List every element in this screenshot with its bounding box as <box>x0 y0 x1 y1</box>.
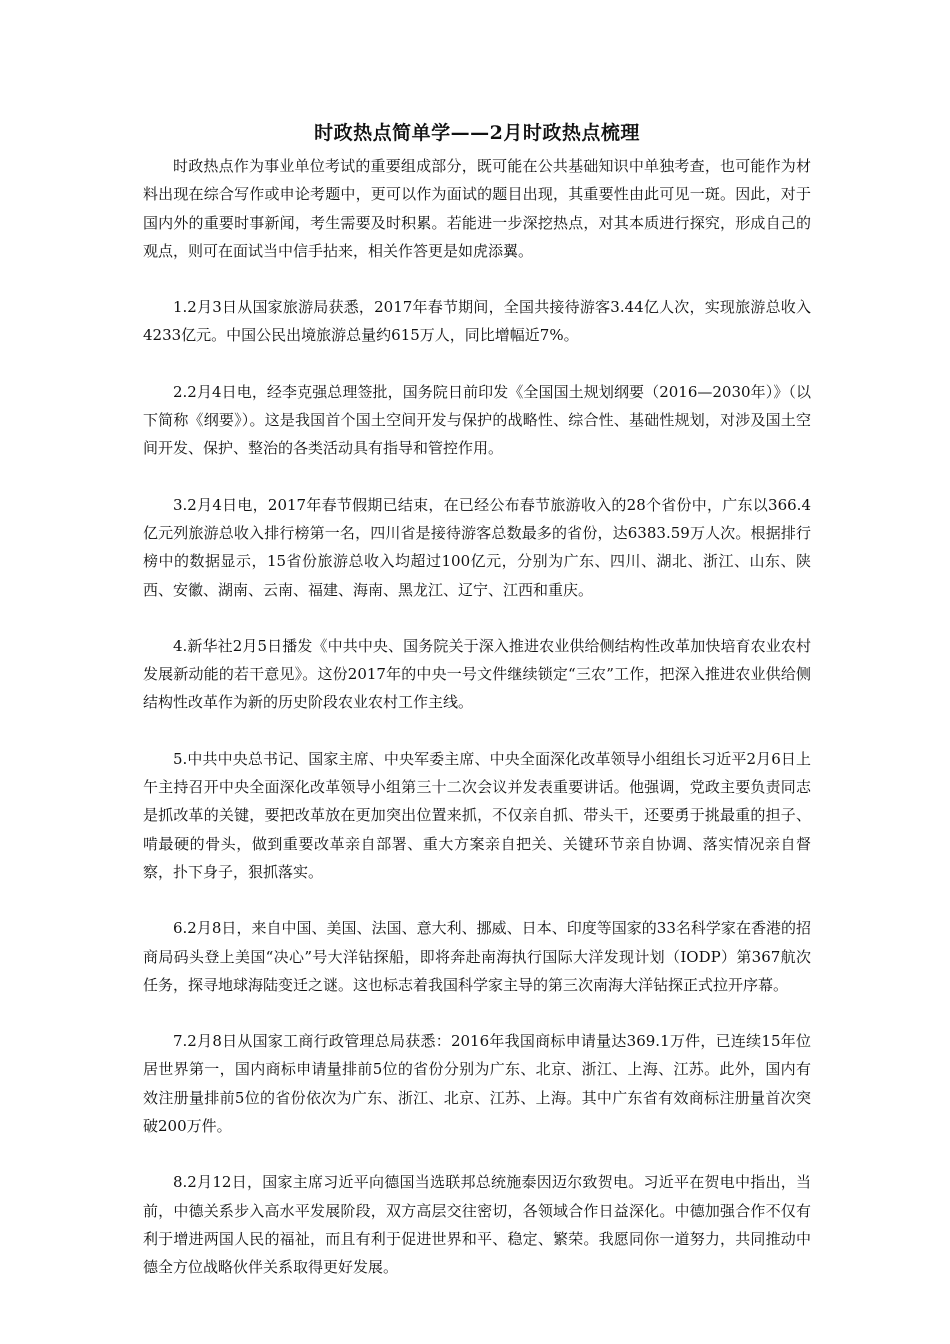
news-item-5: 5.中共中央总书记、国家主席、中央军委主席、中央全面深化改革领导小组组长习近平2月6日上午主持召开中央全面深化改革领导小组第三十二次会议并发表重要讲话。他强调，党政主要负责同志是抓改革的关键，要把改革放在更加突出位置来抓，不仅亲自抓、带头干，还要勇于挑最重的担子、啃最硬的骨头，做到重要改革亲自部署、重大方案亲自把关、关键环节亲自协调、落实情况亲自督察，扑下身子，狠抓落实。 <box>143 749 811 881</box>
news-item-6: 6.2月8日，来自中国、美国、法国、意大利、挪威、日本、印度等国家的33名科学家在香港的招商局码头登上美国“决心”号大洋钻探船，即将奔赴南海执行国际大洋发现计划（IODP）第367航次任务，探寻地球海陆变迁之谜。这也标志着我国科学家主导的第三次南海大洋钻探正式拉开序幕。 <box>143 919 811 994</box>
news-item-1: 1.2月3日从国家旅游局获悉，2017年春节期间，全国共接待游客3.44亿人次，实现旅游总收入4233亿元。中国公民出境旅游总量约615万人，同比增幅近7%。 <box>143 298 811 345</box>
news-item-8: 8.2月12日，国家主席习近平向德国当选联邦总统施泰因迈尔致贺电。习近平在贺电中指出，当前，中德关系步入高水平发展阶段，双方高层交往密切，各领域合作日益深化。中德加强合作不仅有利于增进两国人民的福祉，而且有利于促进世界和平、稳定、繁荣。我愿同你一道努力，共同推动中德全方位战略伙伴关系取得更好发展。 <box>143 1173 811 1277</box>
news-item-7: 7.2月8日从国家工商行政管理总局获悉：2016年我国商标申请量达369.1万件，已连续15年位居世界第一，国内商标申请量排前5位的省份分别为广东、北京、浙江、上海、江苏。此外，国内有效注册量排前5位的省份依次为广东、浙江、北京、江苏、上海。其中广东省有效商标注册量首次突破200万件。 <box>143 1032 811 1136</box>
news-item-3: 3.2月4日电，2017年春节假期已结束，在已经公布春节旅游收入的28个省份中，广东以366.4亿元列旅游总收入排行榜第一名，四川省是接待游客总数最多的省份，达6383.59万人次。根据排行榜中的数据显示，15省份旅游总收入均超过100亿元，分别为广东、四川、湖北、浙江、山东、陕西、安徽、湖南、云南、福建、海南、黑龙江、辽宁、江西和重庆。 <box>143 495 811 599</box>
news-item-4: 4.新华社2月5日播发《中共中央、国务院关于深入推进农业供给侧结构性改革加快培育农业农村发展新动能的若干意见》。这份2017年的中央一号文件继续锁定“三农”工作，把深入推进农业供给侧结构性改革作为新的历史阶段农业农村工作主线。 <box>143 636 811 712</box>
news-item-2: 2.2月4日电，经李克强总理签批，国务院日前印发《全国国土规划纲要（2016—2030年）》（以下简称《纲要》）。这是我国首个国土空间开发与保护的战略性、综合性、基础性规划，对涉及国土空间开发、保护、整治的各类活动具有指导和管控作用。 <box>143 382 811 458</box>
intro-paragraph: 时政热点作为事业单位考试的重要组成部分，既可能在公共基础知识中单独考查，也可能作为材料出现在综合写作或申论考题中，更可以作为面试的题目出现，其重要性由此可见一斑。因此，对于国内外的重要时事新闻，考生需要及时积累。若能进一步深挖热点，对其本质进行探究，形成自己的观点，则可在面试当中信手拈来，相关作答更是如虎添翼。 <box>143 157 811 260</box>
page-title: 时政热点简单学——2月时政热点梳理 <box>314 122 640 144</box>
document-page <box>143 118 811 1282</box>
